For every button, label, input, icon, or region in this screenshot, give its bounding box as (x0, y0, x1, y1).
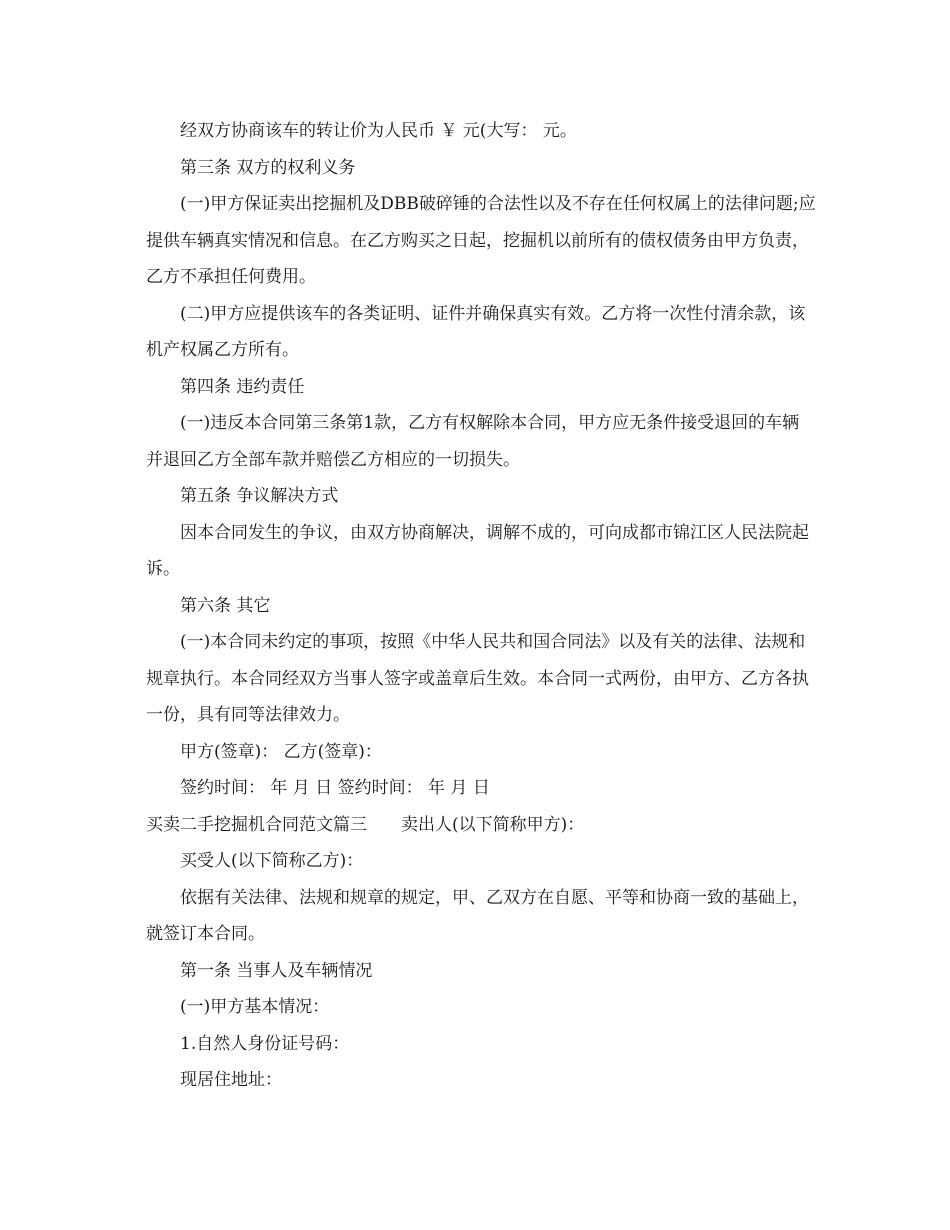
paragraph-4-1: (一)违反本合同第三条第1款，乙方有权解除本合同，甲方应无条件接受退回的车辆并退回乙方全部车款并赔偿乙方相应的一切损失。 (146, 413, 800, 470)
section-title-line: 买卖二手挖掘机合同范文篇三 卖出人(以下简称甲方)： (146, 814, 585, 835)
document-body (146, 113, 816, 1099)
paragraph-3-2: (二)甲方应提供该车的各类证明、证件并确保真实有效。乙方将一次性付清余款，该机产权属乙方所有。 (146, 303, 806, 360)
paragraph-6-1: (一)本合同未约定的事项，按照《中华人民共和国合同法》以及有关的法律、法规和规章执行。本合同经双方当事人签字或盖章后生效。本合同一式两份，由甲方、乙方各执一份，具有同等法律效力。 (146, 632, 809, 725)
party-a-info-heading: (一)甲方基本情况： (180, 997, 330, 1017)
article-6-heading: 第六条 其它 (180, 595, 271, 616)
article-1-heading: 第一条 当事人及车辆情况 (180, 960, 373, 981)
signing-date-line: 签约时间： 年 月 日 签约时间： 年 月 日 (180, 778, 490, 798)
address-line: 现居住地址： (180, 1070, 282, 1090)
article-4-heading: 第四条 违约责任 (180, 376, 305, 397)
buyer-line: 买受人(以下简称乙方)： (180, 851, 364, 871)
id-number-line: 1.自然人身份证号码： (180, 1033, 350, 1054)
paragraph-3-1: (一)甲方保证卖出挖掘机及DBB破碎锤的合法性以及不存在任何权属上的法律问题;应提供车辆真实情况和信息。在乙方购买之日起，挖掘机以前所有的债权债务由甲方负责，乙方不承担任何费用。 (146, 194, 816, 287)
paragraph-price: 经双方协商该车的转让价为人民币 ￥ 元(大写： 元。 (180, 121, 577, 141)
paragraph-5-1: 因本合同发生的争议，由双方协商解决，调解不成的，可向成都市锦江区人民法院起诉。 (146, 522, 809, 579)
paragraph-basis: 依据有关法律、法规和规章的规定，甲、乙双方在自愿、平等和协商一致的基础上，就签订本合同。 (146, 887, 809, 944)
signature-line: 甲方(签章)： 乙方(签章)： (180, 741, 382, 762)
article-3-heading: 第三条 双方的权利义务 (180, 157, 356, 178)
article-5-heading: 第五条 争议解决方式 (180, 486, 339, 506)
